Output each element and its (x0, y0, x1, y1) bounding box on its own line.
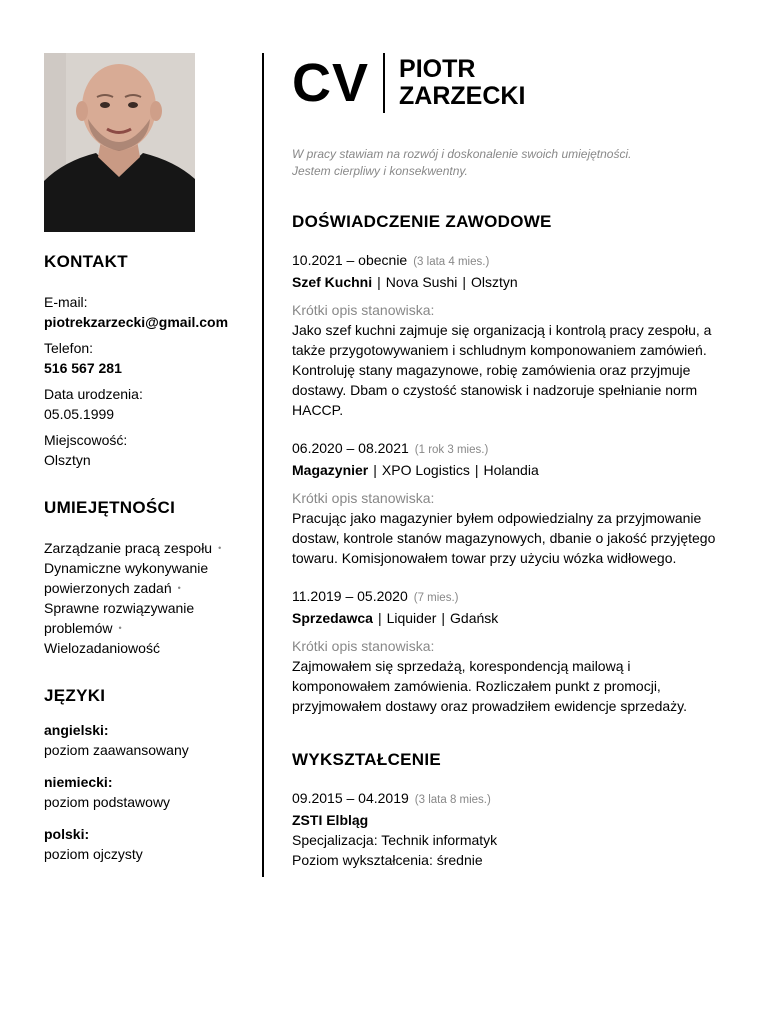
separator: | (377, 274, 381, 290)
separator: | (441, 610, 446, 626)
cv-header (292, 53, 732, 113)
right-column (292, 53, 732, 870)
separator: | (462, 274, 466, 290)
job-city: Olsztyn (471, 274, 518, 290)
education-level: Poziom wykształcenia: średnie (292, 852, 483, 868)
job-description: Pracując jako magazynier byłem odpowiedzialny za przyjmowanie dostaw, kontrole stanów magazynowych, dbanie o jakość przyjętego towaru. Komisjonowałem towar przy użyciu wózka widłowego. (292, 510, 716, 566)
job-entry (292, 438, 732, 568)
job-city: Holandia (483, 462, 539, 478)
job-company: XPO Logistics (381, 462, 470, 478)
job-city: Gdańsk (450, 610, 499, 626)
skill-text: Wielozadaniowość (44, 640, 160, 656)
language-name: polski: (44, 826, 90, 842)
phone-value[interactable]: 516 567 281 (44, 360, 122, 376)
first-name: PIOTR (399, 55, 476, 83)
languages-section-title: JĘZYKI (44, 686, 106, 705)
cv-mark: CV (292, 53, 370, 113)
language-item (44, 824, 249, 864)
contact-item-birthdate (44, 384, 249, 424)
contact-item-city (44, 430, 249, 470)
education-school: ZSTI Elbląg (292, 812, 369, 828)
email-value[interactable]: piotrekzarzecki@gmail.com (44, 314, 229, 330)
skill-line (44, 578, 249, 598)
contact-label: Miejscowość: (44, 432, 128, 448)
language-item (44, 720, 249, 760)
job-position-line (292, 460, 732, 480)
job-entry (292, 586, 732, 716)
contact-section-title: KONTAKT (44, 252, 128, 271)
job-position-line (292, 608, 732, 628)
language-level: poziom zaawansowany (44, 742, 189, 758)
full-name (399, 56, 525, 110)
contact-label: E-mail: (44, 294, 88, 310)
job-period: 06.2020 – 08.2021 (292, 440, 409, 456)
education-specialization: Specjalizacja: Technik informatyk (292, 832, 498, 848)
bullet-dot: • (177, 583, 181, 593)
bullet-dot: • (218, 543, 222, 553)
birthdate-value: 05.05.1999 (44, 406, 115, 422)
education-entry (292, 788, 732, 870)
job-description: Zajmowałem się sprzedażą, korespondencją mailową i komponowałem zamówienia. Rozliczałem punkt z promocji, przyjmowałem dostawy oraz prowadziłem ewidencje sprzedaży. (292, 658, 688, 714)
separator: | (377, 610, 382, 626)
job-position: Szef Kuchni (292, 274, 373, 290)
job-period: 11.2019 – 05.2020 (292, 588, 408, 604)
language-level: poziom podstawowy (44, 794, 171, 810)
job-entry (292, 250, 732, 420)
skill-text: Zarządzanie pracą zespołu (44, 540, 213, 556)
skill-text: Dynamiczne wykonywanie (44, 560, 209, 576)
education-period: 09.2015 – 04.2019 (292, 790, 409, 806)
skill-text: problemów (44, 620, 113, 636)
skill-line (44, 618, 249, 638)
language-name: niemiecki: (44, 774, 113, 790)
skill-line (44, 558, 249, 578)
skill-line (44, 538, 249, 558)
left-column (44, 53, 249, 876)
contact-label: Data urodzenia: (44, 386, 143, 402)
skills-section-title: UMIEJĘTNOŚCI (44, 498, 176, 517)
motto (292, 146, 732, 180)
skill-text: powierzonych zadań (44, 580, 172, 596)
column-divider (262, 53, 264, 877)
city-value: Olsztyn (44, 452, 91, 468)
language-name: angielski: (44, 722, 109, 738)
separator: | (373, 462, 377, 478)
education-period-line (292, 788, 732, 810)
last-name: ZARZECKI (399, 82, 526, 110)
contact-list (44, 292, 249, 470)
job-position: Magazynier (292, 462, 369, 478)
contact-item-email (44, 292, 249, 332)
job-company: Liquider (386, 610, 437, 626)
job-period-line (292, 586, 732, 608)
separator: | (474, 462, 479, 478)
job-duration: (7 mies.) (413, 592, 459, 604)
skill-line (44, 638, 249, 658)
skill-line (44, 598, 249, 618)
bullet-dot: • (118, 623, 122, 633)
language-level: poziom ojczysty (44, 846, 143, 862)
description-label: Krótki opis stanowiska: (292, 638, 435, 654)
languages-list (44, 720, 249, 864)
education-section-title: WYKSZTAŁCENIE (292, 750, 442, 769)
description-label: Krótki opis stanowiska: (292, 490, 435, 506)
education-duration: (3 lata 8 mies.) (414, 794, 491, 806)
job-duration: (1 rok 3 mies.) (414, 444, 489, 456)
contact-label: Telefon: (44, 340, 94, 356)
description-label: Krótki opis stanowiska: (292, 302, 435, 318)
language-item (44, 772, 249, 812)
header-divider (383, 53, 385, 113)
job-description: Jako szef kuchni zajmuje się organizacją i kontrolą pracy zespołu, a także przygotowywaniem i schludnym komponowaniem zamówień. Kontroluję stany magazynowe, robię zamówienia oraz przyjmuje dostawy. Dbam o czystość stanowisk i nadzoruje spełnianie norm HACCP. (292, 322, 712, 418)
job-position: Sprzedawca (292, 610, 373, 626)
profile-photo (44, 53, 195, 232)
job-period-line (292, 250, 732, 272)
experience-section-title: DOŚWIADCZENIE ZAWODOWE (292, 212, 552, 231)
motto-line: W pracy stawiam na rozwój i doskonalenie swoich umiejętności. (292, 147, 632, 161)
job-period-line (292, 438, 732, 460)
motto-line: Jestem cierpliwy i konsekwentny. (292, 164, 468, 178)
job-duration: (3 lata 4 mies.) (413, 256, 490, 268)
skill-text: Sprawne rozwiązywanie (44, 600, 195, 616)
job-company: Nova Sushi (385, 274, 458, 290)
contact-item-phone (44, 338, 249, 378)
job-period: 10.2021 – obecnie (292, 252, 408, 268)
job-position-line (292, 272, 732, 292)
skills-list (44, 538, 249, 658)
